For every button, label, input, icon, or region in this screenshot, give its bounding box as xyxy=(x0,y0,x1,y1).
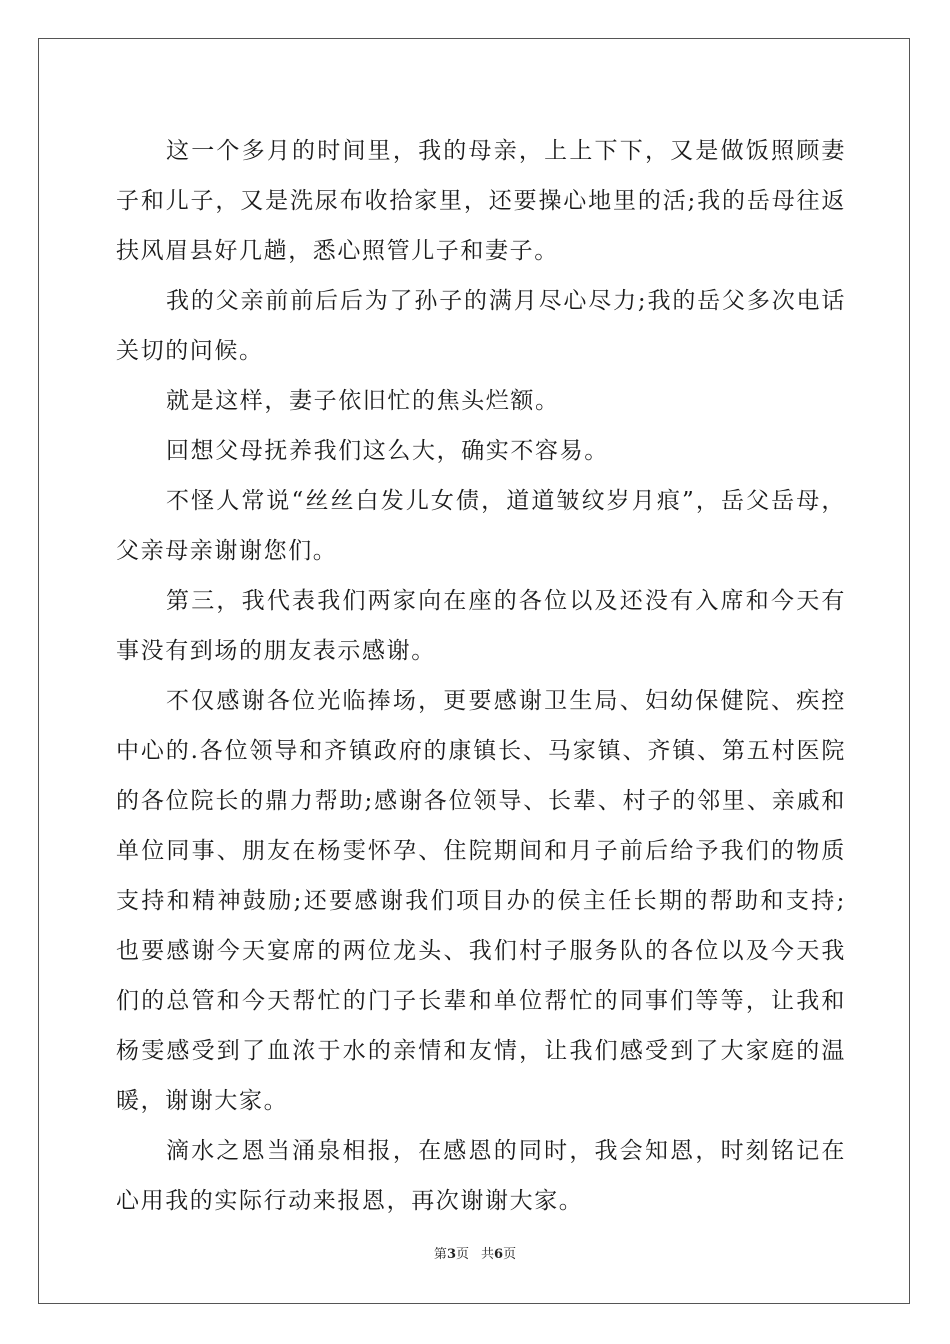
page-prefix: 第 xyxy=(433,1247,447,1262)
total-prefix: 共 xyxy=(481,1247,495,1262)
page-footer xyxy=(0,1246,950,1264)
paragraph: 就是这样，妻子依旧忙的焦头烂额。 xyxy=(166,388,560,414)
page-unit: 页 xyxy=(455,1247,469,1262)
current-page-number: 3 xyxy=(446,1247,456,1262)
document-body xyxy=(116,126,846,1226)
total-unit: 页 xyxy=(503,1247,517,1262)
paragraph: 滴水之恩当涌泉相报，在感恩的同时，我会知恩，时刻铭记在心用我的实际行动来报恩，再次谢谢大家。 xyxy=(116,1138,846,1214)
paragraph: 第三，我代表我们两家向在座的各位以及还没有入席和今天有事没有到场的朋友表示感谢。 xyxy=(116,588,846,664)
paragraph: 我的父亲前前后后为了孙子的满月尽心尽力;我的岳父多次电话关切的问候。 xyxy=(116,288,846,364)
paragraph: 这一个多月的时间里，我的母亲，上上下下，又是做饭照顾妻子和儿子，又是洗尿布收拾家里，还要操心地里的活;我的岳母往返扶风眉县好几趟，悉心照管儿子和妻子。 xyxy=(116,138,846,264)
paragraph: 不怪人常说“丝丝白发儿女债，道道皱纹岁月痕”，岳父岳母，父亲母亲谢谢您们。 xyxy=(116,488,846,564)
paragraph: 不仅感谢各位光临捧场，更要感谢卫生局、妇幼保健院、疾控中心的.各位领导和齐镇政府的康镇长、马家镇、齐镇、第五村医院的各位院长的鼎力帮助;感谢各位领导、长辈、村子的邻里、亲戚和单位同事、朋友在杨雯怀孕、住院期间和月子前后给予我们的物质支持和精神鼓励;还要感谢我们项目办的侯主任长期的帮助和支持;也要感谢今天宴席的两位龙头、我们村子服务队的各位以及今天我们的总管和今天帮忙的门子长辈和单位帮忙的同事们等等，让我和杨雯感受到了血浓于水的亲情和友情，让我们感受到了大家庭的温暖，谢谢大家。 xyxy=(116,688,846,1114)
paragraph: 回想父母抚养我们这么大，确实不容易。 xyxy=(166,438,609,464)
total-page-number: 6 xyxy=(494,1247,504,1262)
